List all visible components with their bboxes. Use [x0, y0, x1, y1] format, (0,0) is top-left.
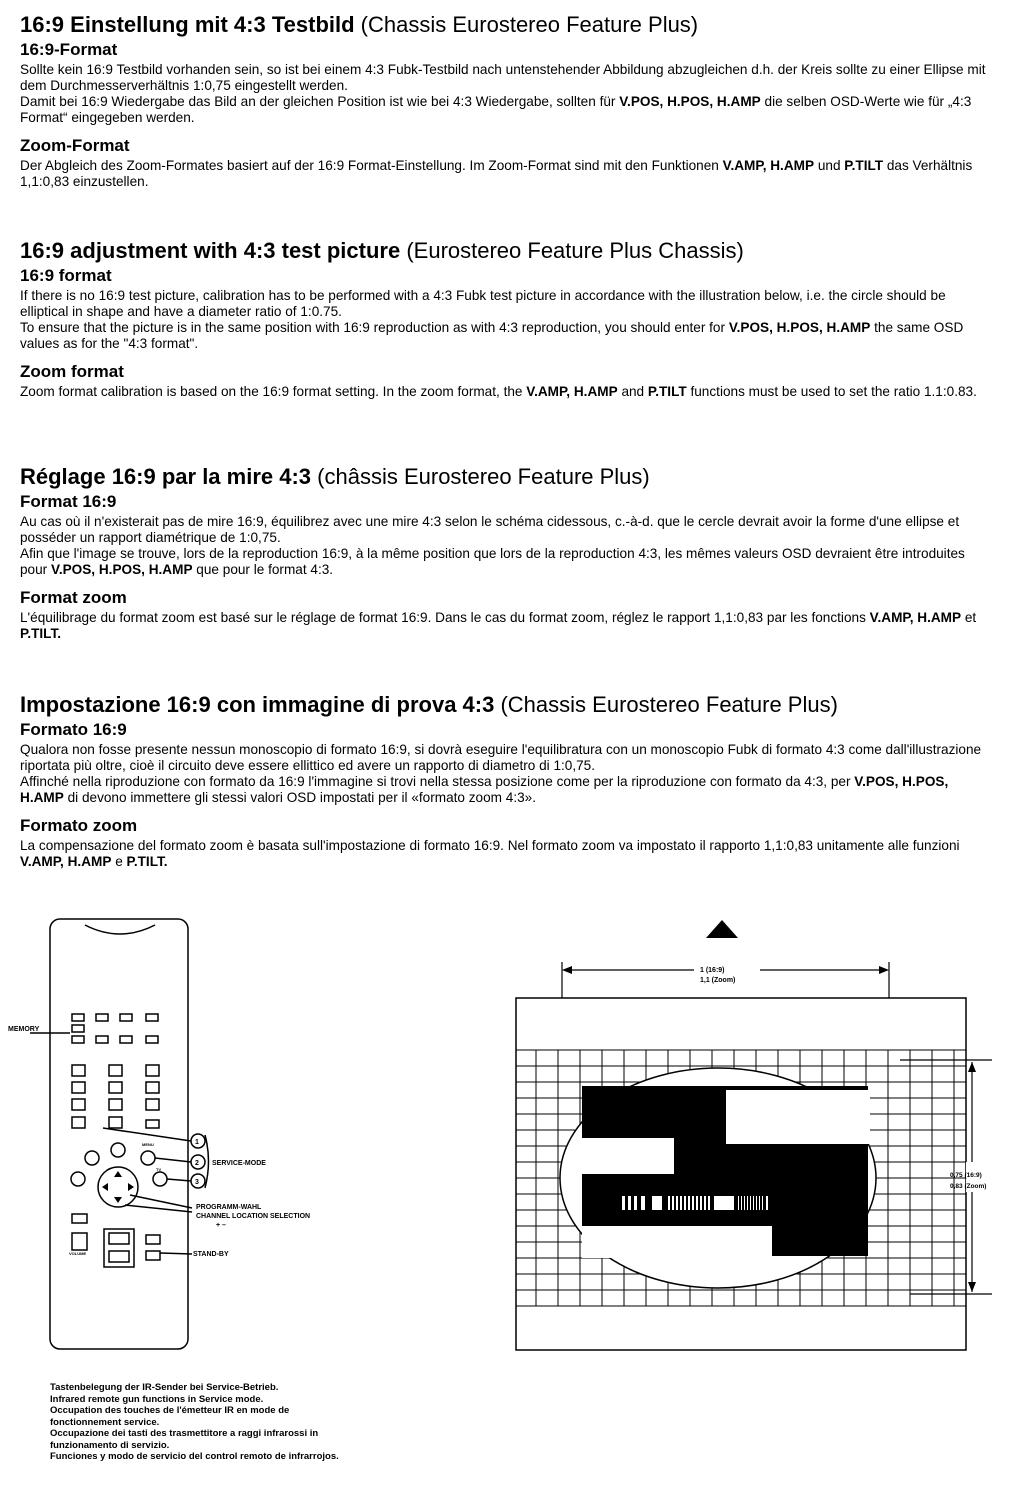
- subsection-title: Format 16:9: [20, 492, 117, 511]
- bottom-arrowhead-icon: [968, 1282, 976, 1292]
- right-arrowhead-icon: [879, 966, 889, 974]
- paragraph: Der Abgleich des Zoom-Formates basiert auf der 16:9 Format-Einstellung. Im Zoom-Format sind mit den Funktionen V.AMP, H.AMP und P.TILT das Verhältnis 1,1:0,83 einzustellen.: [20, 158, 973, 189]
- paragraph: La compensazione del formato zoom è basata sull'impostazione di formato 16:9. Nel formato zoom va impostato il rapporto 1,1:0,83 unitamente alle funzioni V.AMP, H.AMP e P.TILT.: [20, 838, 960, 869]
- number-keys: [72, 1065, 159, 1128]
- paragraph: Zoom format calibration is based on the 16:9 format setting. In the zoom format, the V.AMP, H.AMP and P.TILT functions must be used to set the ratio 1.1:0.83.: [20, 384, 977, 399]
- callout-1-label: 1: [195, 1139, 199, 1146]
- right-arrow-icon: [128, 1183, 134, 1191]
- section-french: [20, 464, 995, 642]
- section-title: Réglage 16:9 par la mire 4:3 (châssis Eurostereo Feature Plus): [20, 464, 650, 489]
- width-label-16-9: 1 (16:9): [700, 967, 725, 974]
- caption-line: Infrared remote gun functions in Service mode.: [50, 1393, 264, 1405]
- top-button-rows: [72, 1014, 158, 1043]
- section-title: 16:9 adjustment with 4:3 test picture (Eurostereo Feature Plus Chassis): [20, 238, 744, 263]
- paragraph: If there is no 16:9 test picture, calibration has to be performed with a 4:3 Fubk test picture in accordance with the illustration below, i.e. the circle should be elliptical in shape and have a diameter ratio of 1:0.75. To ensure that the picture is in the same position with 16:9 reproduction as with 4:3 reproduction, you should enter for V.POS, H.POS, H.AMP the same OSD values as for the "4:3 format".: [20, 288, 964, 351]
- paragraph: L'équilibrage du format zoom est basé sur le réglage de format 16:9. Dans le cas du format zoom, réglez le rapport 1,1:0,83 par les fonctions V.AMP, H.AMP et P.TILT.: [20, 610, 977, 641]
- up-triangle-icon: [706, 920, 738, 938]
- remote-top-curve: [85, 925, 155, 934]
- top-arrowhead-icon: [968, 1062, 976, 1072]
- remote-caption: [50, 1382, 350, 1463]
- left-arrow-icon: [102, 1183, 108, 1191]
- subsection-title: Zoom-Format: [20, 136, 130, 155]
- subsection-title: Format zoom: [20, 588, 127, 607]
- section-italian: [20, 692, 995, 870]
- section-title: 16:9 Einstellung mit 4:3 Testbild (Chassis Eurostereo Feature Plus): [20, 12, 699, 37]
- height-label-16-9: 0,75 (16:9): [950, 1172, 982, 1179]
- subsection-title: 16:9 format: [20, 266, 112, 285]
- bottom-button: [146, 1235, 160, 1244]
- channel-selection-label: CHANNEL LOCATION SELECTION: [196, 1213, 311, 1220]
- round-button: [85, 1151, 99, 1165]
- subsection-title: Formato 16:9: [20, 720, 127, 739]
- menu-label: MENU: [142, 1142, 154, 1147]
- volume-label: VOLUME: [69, 1251, 87, 1256]
- left-arrowhead-icon: [562, 966, 572, 974]
- section-german: [20, 12, 995, 190]
- memory-label: MEMORY: [8, 1026, 40, 1033]
- bottom-button: [72, 1214, 87, 1223]
- standby-leader: [160, 1253, 192, 1254]
- round-button: [71, 1172, 85, 1186]
- volume-rocker: [72, 1233, 87, 1250]
- paragraph: Au cas où il n'existerait pas de mire 16:9, équilibrez avec une mire 4:3 selon le schéma cidessous, c.-à-d. que le cercle devrait avoir la forme d'une ellipse et posséder un rapport diamétrique de 1:0,75. Afin que l'image se trouve, lors de la reproduction 16:9, à la même position que lors de la reproduction 4:3, les mêmes valeurs OSD devraient être introduites pour V.POS, H.POS, H.AMP que pour le format 4:3.: [20, 514, 965, 577]
- remote-body: [50, 919, 188, 1349]
- subsection-title: 16:9-Format: [20, 40, 118, 59]
- round-button: [111, 1143, 125, 1157]
- caption-line: Tastenbelegung der IR-Sender bei Service-Betrieb.: [50, 1382, 279, 1393]
- test-pattern-blocks: [582, 1086, 870, 1258]
- paragraph: Qualora non fosse presente nessun monoscopio di formato 16:9, si dovrà eseguire l'equilibratura con un monoscopio Fubk di formato 4:3 come dall'illustrazione riportata più oltre, cioè il circuito deve essere ellittico ed avere un rapporto di diametro di 1:0,75. Affinché nella riproduzione con formato da 16:9 l'immagine si trovi nella stessa posizione come per la riproduzione con formato da 4:3, per V.POS, H.POS, H.AMP di devono immettere gli stessi valori OSD impostati per il «formato zoom 4:3».: [20, 742, 982, 805]
- plus-minus-label: + –: [216, 1222, 226, 1229]
- caption-line: Occupation des touches de l'émetteur IR en mode de fonctionnement service.: [50, 1405, 290, 1428]
- standby-button: [146, 1251, 160, 1260]
- up-arrow-icon: [114, 1171, 122, 1177]
- caption-line: Funciones y modo de servicio del control remoto de infrarrojos.: [50, 1451, 339, 1462]
- callout-3-label: 3: [195, 1179, 199, 1186]
- paragraph: Sollte kein 16:9 Testbild vorhanden sein, so ist bei einem 4:3 Fubk-Testbild nach untenstehender Abbildung abzugleichen d.h. der Kreis sollte zu einer Ellipse mit dem Durchmesserverhältnis 1:0,75 eingestellt werden. Damit bei 16:9 Wiedergabe das Bild an der gleichen Position ist wie bei 4:3 Wiedergabe, sollten für V.POS, H.POS, H.AMP die selben OSD-Werte wie für „4:3 Format“ eingegeben werden.: [20, 62, 986, 125]
- section-english: [20, 238, 995, 400]
- callout-2-label: 2: [195, 1160, 199, 1167]
- section-title: Impostazione 16:9 con immagine di prova 4:3 (Chassis Eurostereo Feature Plus): [20, 692, 838, 717]
- height-label-zoom: 0,83 (Zoom): [950, 1183, 987, 1190]
- round-button: [153, 1172, 167, 1186]
- down-arrow-icon: [114, 1197, 122, 1203]
- caption-line: Occupazione dei tasti des trasmettitore a raggi infrarossi in funzionamento di servizio.: [50, 1428, 319, 1451]
- tv-label: TV: [156, 1167, 162, 1172]
- programm-wahl-label: PROGRAMM-WAHL: [196, 1204, 262, 1211]
- test-picture-illustration: [500, 920, 1005, 1365]
- menu-button: [141, 1151, 155, 1165]
- remote-control-illustration: [0, 905, 360, 1375]
- width-label-zoom: 1,1 (Zoom): [700, 977, 736, 984]
- service-mode-label: SERVICE-MODE: [212, 1160, 266, 1167]
- subsection-title: Formato zoom: [20, 816, 138, 835]
- subsection-title: Zoom format: [20, 362, 124, 381]
- stand-by-label: STAND-BY: [193, 1251, 229, 1258]
